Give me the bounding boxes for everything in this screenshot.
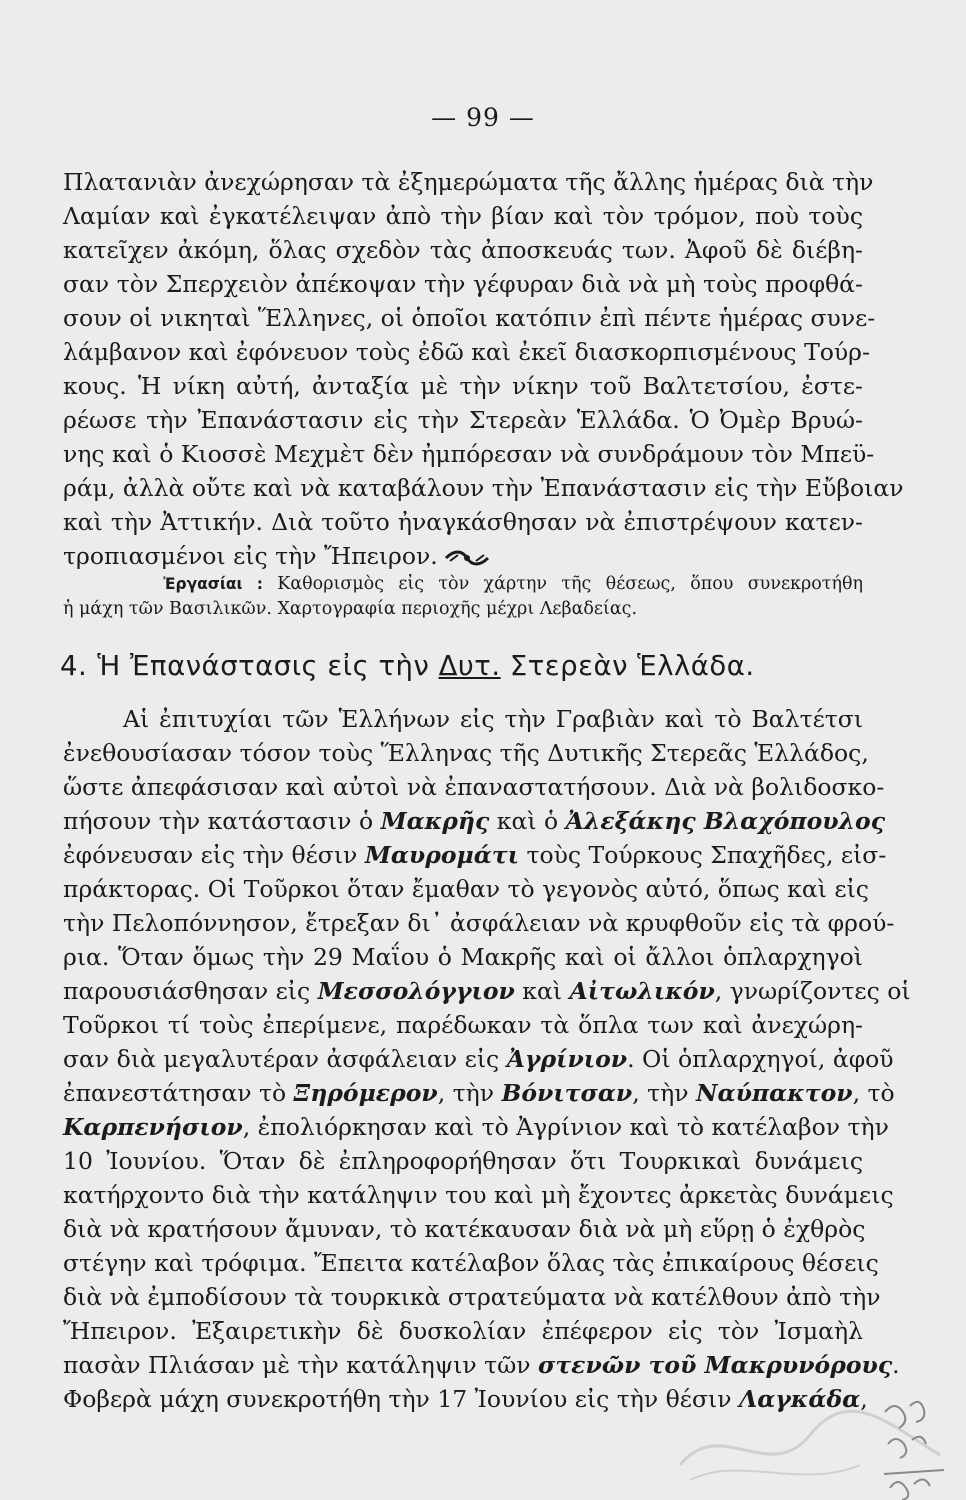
text-line: ἐνεθουσίασαν τόσον τοὺς Ἕλληνας τῆς Δυτικῆς Στερεᾶς Ἑλλάδος, [63,739,869,767]
text-run: καὶ ὁ [489,807,566,835]
text-line: Ἤπειρον. Ἐξαιρετικὴν δὲ δυσκολίαν ἐπέφερον εἰς τὸν Ἰσμαὴλ [63,1317,863,1345]
text-run: καὶ [514,977,570,1005]
text-run: πασὰν Πλιάσαν μὲ τὴν κατάληψιν τῶν [63,1351,539,1379]
section-heading [60,649,864,683]
fleuron-ornament-icon [444,549,490,567]
text-line [63,976,911,1006]
text-run: . [892,1351,900,1379]
name-makris: Μακρῆς [380,807,490,835]
text-line: νης καὶ ὁ Κιοσσὲ Μεχμὲτ δὲν ἠμπόρεσαν νὰ συνδράμουν τὸν Μπεϋ- [63,440,875,468]
section-title-a: Ἡ Ἐπανάστασις εἰς τὴν [97,650,439,682]
text-line: ρέωσε τὴν Ἐπανάστασιν εἰς τὴν Στερεὰν Ἑλλάδα. Ὁ Ὀμὲρ Βρυώ- [63,406,863,434]
exercise-label: Ἐργασίαι : [163,575,263,593]
text-line [63,1078,895,1108]
text-line [63,1112,889,1142]
text-run: Φοβερὰ μάχη συνεκροτήθη τὴν 17 Ἰουνίου εἰς τὴν θέσιν [63,1385,739,1413]
text-run: . Οἱ ὁπλαρχηγοί, ἀφοῦ [627,1045,894,1073]
text-line: τὴν Πελοπόννησον, ἔτρεξαν δι᾿ ἀσφάλειαν νὰ κρυφθοῦν εἰς τὰ φρού- [63,909,895,937]
place-karpenisi: Καρπενήσιον [63,1113,243,1141]
text-line: σαν τὸν Σπερχειὸν ἀπέκοψαν τὴν γέφυραν διὰ νὰ μὴ τοὺς προφθά- [63,270,863,298]
text-line: Αἱ ἐπιτυχίαι τῶν Ἑλλήνων εἰς τὴν Γραβιὰν καὶ τὸ Βαλτέτσι [123,705,863,733]
text-run: , [860,1385,868,1413]
text-line: λάμβανον καὶ ἐφόνευον τοὺς ἐδῶ καὶ ἐκεῖ διασκορπισμένους Τούρ- [63,338,870,366]
text-run: , γνωρίζοντες οἱ [714,977,911,1005]
text-line: Λαμίαν καὶ ἐγκατέλειψαν ἀπὸ τὴν βίαν καὶ τὸν τρόμον, ποὺ τοὺς [63,202,863,230]
place-agrinio: Ἀγρίνιον [506,1045,628,1073]
text-line: Τοῦρκοι τί τοὺς ἐπερίμενε, παρέδωκαν τὰ ὅπλα των καὶ ἀνεχώρη- [63,1011,863,1039]
text-line-content: τροπιασμένοι εἰς τὴν Ἤπειρον. [63,542,438,570]
text-line [63,541,863,571]
text-line: Πλατανιὰν ἀνεχώρησαν τὰ ἐξημερώματα τῆς ἄλλης ἡμέρας διὰ τὴν [63,168,874,196]
text-run: σαν διὰ μεγαλυτέραν ἀσφάλειαν εἰς [63,1045,507,1073]
place-messolonghi: Μεσσολόγγιον [317,977,515,1005]
pencil-annotation-mark [880,1392,960,1500]
text-run: παρουσιάσθησαν εἰς [63,977,318,1005]
section-title-c: Στερεὰν Ἑλλάδα. [500,650,755,682]
exercise-text: Καθορισμὸς εἰς τὸν χάρτην τῆς θέσεως, ὅπου συνεκροτήθη [277,574,863,594]
text-line: ὥστε ἀπεφάσισαν καὶ αὐτοὶ νὰ ἐπαναστατήσουν. Διὰ νὰ βολιδοσκο- [63,773,885,801]
text-line: πράκτορας. Οἱ Τοῦρκοι ὅταν ἔμαθαν τὸ γεγονὸς αὐτό, ὅπως καὶ εἰς [63,875,869,903]
place-xiromero: Ξηρόμερον [293,1079,438,1107]
text-line: ρια. Ὅταν ὅμως τὴν 29 Μαΐου ὁ Μακρῆς καὶ οἱ ἄλλοι ὁπλαρχηγοὶ [63,943,863,971]
text-line: ράμ, ἀλλὰ οὔτε καὶ νὰ καταβάλουν τὴν Ἐπανάστασιν εἰς τὴν Εὔβοιαν [63,474,904,502]
text-run: πήσουν τὴν κατάστασιν ὁ [63,807,381,835]
place-nafpaktos: Ναύπακτον [696,1079,853,1107]
text-line: στέγην καὶ τρόφιμα. Ἔπειτα κατέλαβον ὅλας τὰς ἐπικαίρους θέσεις [63,1249,879,1277]
text-line [63,1044,894,1074]
place-lagkada: Λαγκάδα [738,1385,861,1413]
section-title-b: Δυτ. [438,650,501,682]
place-vonitsa: Βόνιτσαν [501,1079,633,1107]
text-line: σουν οἱ νικηταὶ Ἕλληνες, οἱ ὁποῖοι κατόπιν ἐπὶ πέντε ἡμέρας συνε- [63,304,876,332]
exercise-note-line: ἡ μάχη τῶν Βασιλικῶν. Χαρτογραφία περιοχῆς μέχρι Λεβαδείας. [63,599,638,619]
text-line: κους. Ἡ νίκη αὐτή, ἀνταξία μὲ τὴν νίκην τοῦ Βαλτετσίου, ἐστε- [63,372,863,400]
text-run: τοὺς Τούρκους Σπαχῆδες, εἰσ- [519,841,887,869]
text-run: , τὴν [632,1079,697,1107]
text-line [63,1350,900,1380]
text-run: , τὸ [852,1079,895,1107]
text-run: ἐφόνευσαν εἰς τὴν θέσιν [63,841,365,869]
place-mavromati: Μαυρομάτι [364,841,520,869]
text-line [63,806,886,836]
exercise-note [63,572,863,596]
section-number: 4. [60,650,88,682]
text-line: κατήρχοντο διὰ τὴν κατάληψιν του καὶ μὴ ἔχοντες ἀρκετὰς δυνάμεις [63,1181,894,1209]
text-line: 10 Ἰουνίου. Ὅταν δὲ ἐπληροφορήθησαν ὅτι Τουρκικαὶ δυνάμεις [63,1147,863,1175]
text-line [63,840,887,870]
text-run: , ἐπολιόρκησαν καὶ τὸ Ἀγρίνιον καὶ τὸ κατέλαβον τὴν [242,1113,889,1141]
text-line: διὰ νὰ ἐμποδίσουν τὰ τουρκικὰ στρατεύματα νὰ κατέλθουν ἀπὸ τὴν [63,1283,881,1311]
text-line: καὶ τὴν Ἀττικήν. Διὰ τοῦτο ἠναγκάσθησαν νὰ ἐπιστρέψουν κατεν- [63,508,863,536]
text-line: διὰ νὰ κρατήσουν ἄμυναν, τὸ κατέκαυσαν διὰ νὰ μὴ εὕρῃ ὁ ἐχθρὸς [63,1215,866,1243]
place-makrynoros: στενῶν τοῦ Μακρυνόρους [538,1351,893,1379]
text-run: , τὴν [437,1079,502,1107]
page-number: — 99 — [431,103,535,132]
place-aitoliko: Αἰτωλικόν [569,977,715,1005]
text-run: ἐπανεστάτησαν τὸ [63,1079,294,1107]
text-line: κατεῖχεν ἀκόμη, ὅλας σχεδὸν τὰς ἀποσκευάς των. Ἀφοῦ δὲ διέβη- [63,236,863,264]
name-vlachopoulos: Ἀλεξάκης Βλαχόπουλος [565,807,886,835]
